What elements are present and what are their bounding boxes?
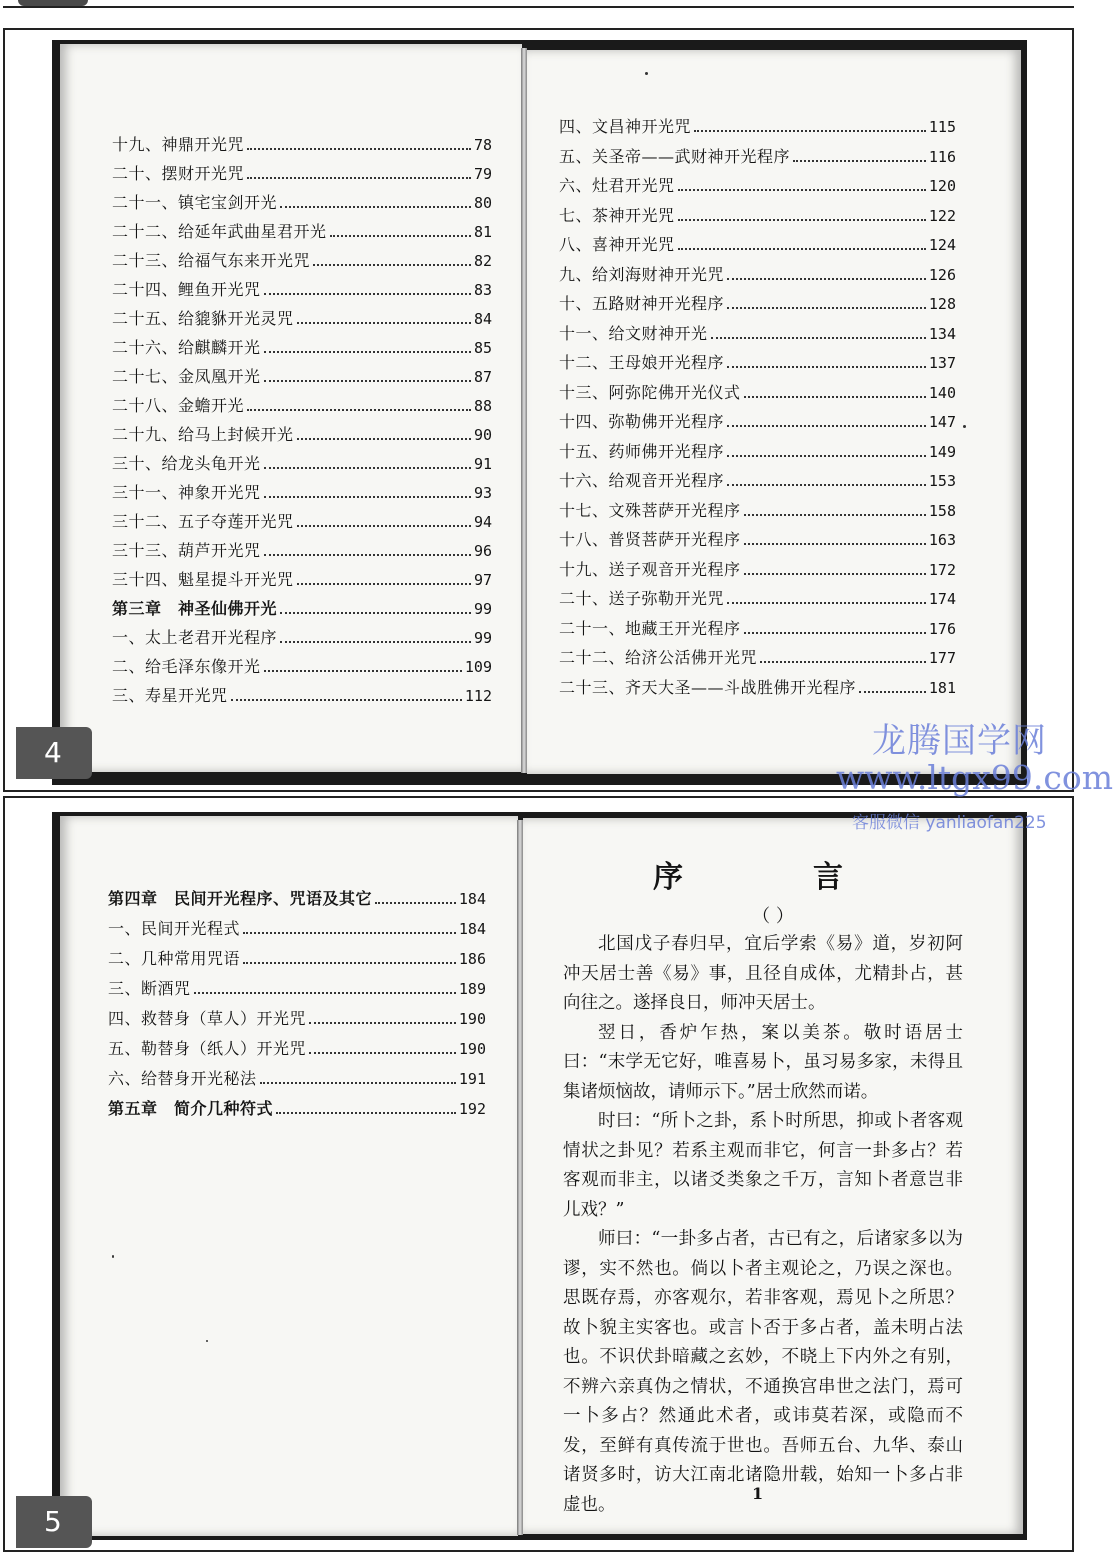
toc-leader-dots: [330, 235, 471, 237]
toc-entry-page: 122: [928, 206, 956, 225]
toc-entry: [559, 435, 956, 461]
toc-entry: [559, 258, 956, 284]
toc-entry-page: 163: [928, 531, 956, 549]
toc-entry-title: 三十四、魁星提斗开光咒: [112, 570, 294, 589]
toc-entry-page: 88: [473, 397, 492, 415]
toc-entry-title: 二十九、给马上封候开光: [112, 425, 294, 444]
toc-leader-dots: [264, 380, 471, 382]
toc-leader-dots: [231, 699, 462, 701]
toc-entry-title: 第五章 简介几种符式: [108, 1099, 274, 1118]
toc-leader-dots: [264, 554, 471, 556]
toc-entry-title: 一、民间开光程式: [108, 919, 241, 938]
toc-entry-title: 十四、弥勒佛开光程序: [559, 412, 725, 431]
page-number-badge[interactable]: 4: [16, 727, 92, 779]
previous-page-edge: [0, 0, 1080, 22]
toc-entry-title: 四、文昌神开光咒: [559, 117, 692, 136]
toc-entry-page: 172: [928, 560, 956, 579]
toc-entry-title: 二、几种常用咒语: [108, 949, 241, 968]
toc-entry: [559, 671, 956, 697]
toc-entry: [112, 273, 492, 299]
toc-entry-title: 二十七、金凤凰开光: [112, 367, 261, 386]
toc-entry-title: 十六、给观音开光程序: [559, 471, 725, 490]
toc-leader-dots: [309, 1052, 456, 1054]
toc-entry-title: 十九、送子观音开光程序: [559, 559, 741, 579]
toc-entry-page: 80: [473, 194, 492, 212]
toc-leader-dots: [678, 248, 926, 250]
toc-leader-dots: [711, 337, 926, 339]
toc-entry: [112, 418, 492, 444]
toc-entry-page: 124: [928, 236, 956, 254]
toc-leader-dots: [678, 189, 926, 191]
toc-chapter-entry: [108, 882, 486, 908]
preface-page-number: 1: [752, 1484, 764, 1503]
toc-entry: [559, 553, 956, 579]
toc-entry-page: 147: [928, 413, 956, 431]
toc-entry-title: 三十二、五子夺莲开光咒: [112, 512, 294, 531]
toc-entry: [559, 199, 956, 225]
toc-entry-page: 191: [458, 1070, 486, 1088]
toc-entry: [559, 405, 956, 431]
toc-entry: [108, 1002, 486, 1028]
toc-entry: [559, 582, 956, 608]
toc-entry: [559, 376, 956, 402]
toc-entry-title: 九、给刘海财神开光咒: [559, 264, 725, 284]
toc-entry: [559, 494, 956, 520]
toc-leader-dots: [309, 1022, 456, 1024]
toc-entry-title: 第三章 神圣仙佛开光: [112, 599, 278, 618]
toc-leader-dots: [744, 543, 926, 545]
toc-entry: [559, 287, 956, 313]
toc-entry-title: 二十四、鲤鱼开光咒: [112, 280, 261, 299]
toc-entry-page: 140: [928, 383, 956, 402]
toc-entry-page: 184: [458, 890, 486, 908]
toc-leader-dots: [243, 932, 456, 934]
scan-speck: [206, 1340, 208, 1342]
toc-entry-page: 84: [473, 310, 492, 328]
toc-leader-dots: [744, 573, 926, 575]
toc-entry-page: 176: [928, 619, 956, 638]
toc-entry-page: 134: [928, 324, 956, 343]
toc-leader-dots: [727, 278, 926, 280]
toc-leader-dots: [264, 293, 471, 295]
toc-leader-dots: [264, 467, 471, 469]
toc-leader-dots: [760, 661, 926, 663]
toc-entry-title: 六、灶君开光咒: [559, 176, 675, 195]
toc-leader-dots: [247, 148, 471, 150]
toc-entry-page: 174: [928, 590, 956, 608]
watermark-contact: 客服微信 yanliaofan225: [852, 813, 1047, 833]
scan-speck: [963, 425, 966, 428]
toc-entry-title: 五、勒替身（纸人）开光咒: [108, 1039, 307, 1058]
toc-entry-title: 三十三、葫芦开光咒: [112, 541, 261, 560]
toc-entry: [112, 679, 492, 705]
toc-leader-dots: [297, 322, 471, 324]
toc-entry-page: 189: [458, 980, 486, 998]
toc-entry: [112, 534, 492, 560]
right-page-4: [527, 50, 1021, 774]
toc-entry: [112, 505, 492, 531]
toc-leader-dots: [859, 691, 926, 693]
toc-entry-title: 一、太上老君开光程序: [112, 628, 278, 647]
toc-entry-title: 十七、文殊菩萨开光程序: [559, 500, 741, 520]
toc-entry: [112, 389, 492, 415]
toc-entry-page: 190: [458, 1040, 486, 1058]
toc-entry-page: 177: [928, 649, 956, 667]
toc-entry-title: 七、茶神开光咒: [559, 205, 675, 225]
toc-leader-dots: [727, 602, 926, 604]
toc-leader-dots: [247, 409, 471, 411]
toc-entry-title: 二十一、地藏王开光程序: [559, 618, 741, 638]
toc-leader-dots: [313, 264, 471, 266]
toc-leader-dots: [793, 160, 926, 162]
toc-entry: [559, 228, 956, 254]
toc-entry-page: 83: [473, 281, 492, 299]
toc-entry: [559, 110, 956, 136]
scan-speck: [112, 1255, 114, 1258]
preface-paragraph: 师曰：“一卦多占者，古已有之，后诸家多以为谬，实不然也。倘以卜者主观论之，乃误之深也。思既存焉，亦客观尔，若非客观，焉见卜之所思？故卜貌主实客也。或言卜否于多占者，盖未明占法也。不识伏卦暗藏之玄妙，不晓上下内外之有别，不辨六亲真伪之情状，不通换宫串世之法门，焉可一卜多占？然通此术者，或讳莫若深，或隐而不发，至鲜有真传流于世也。吾师五台、九华、泰山诸贤多时，访大江南北诸隐卅载，始知一卜多占非虚也。: [563, 1229, 963, 1515]
toc-leader-dots: [194, 992, 456, 994]
page-number-badge[interactable]: 5: [16, 1496, 92, 1548]
toc-entry: [559, 612, 956, 638]
toc-entry-page: 90: [473, 426, 492, 444]
toc-leader-dots: [280, 206, 471, 208]
toc-entry: [112, 331, 492, 357]
toc-entry-page: 91: [473, 455, 492, 473]
toc-entry: [112, 447, 492, 473]
toc-entry: [559, 464, 956, 490]
toc-entry-title: 二十、摆财开光咒: [112, 164, 245, 183]
toc-entry-title: 四、救替身（草人）开光咒: [108, 1009, 307, 1028]
toc-entry: [108, 972, 486, 998]
toc-entry-page: 126: [928, 265, 956, 284]
toc-leader-dots: [280, 612, 471, 614]
toc-leader-dots: [297, 438, 471, 440]
toc-entry-title: 十、五路财神开光程序: [559, 294, 725, 313]
toc-entry-page: 186: [458, 950, 486, 968]
preface-paragraph: 翌日，香炉乍热，案以美茶。敬时语居士曰：“末学无它好，唯喜易卜，虽习易多家，未得且集诸烦恼故，请师示下。”居士欣然而诺。: [563, 1022, 963, 1102]
toc-entry-title: 第四章 民间开光程序、咒语及其它: [108, 889, 373, 908]
toc-entry-page: 85: [473, 339, 492, 357]
toc-leader-dots: [264, 351, 471, 353]
toc-entry: [112, 650, 492, 676]
toc-entry-title: 二十三、齐天大圣——斗战胜佛开光程序: [559, 677, 857, 697]
toc-leader-dots: [727, 307, 926, 309]
toc-entry-page: 87: [473, 368, 492, 386]
toc-leader-dots: [727, 366, 926, 368]
toc-entry-page: 153: [928, 472, 956, 490]
toc-entry: [112, 186, 492, 212]
preface-body: [563, 930, 963, 1520]
toc-entry-title: 三、寿星开光咒: [112, 686, 228, 705]
toc-leader-dots: [727, 455, 926, 457]
scan-speck: [645, 72, 648, 75]
toc-leader-dots: [694, 130, 926, 132]
toc-entry-page: 93: [473, 484, 492, 502]
toc-entry: [559, 317, 956, 343]
toc-entry-title: 二、给毛泽东像开光: [112, 657, 261, 676]
toc-leader-dots: [727, 484, 926, 486]
toc-entry-page: 94: [473, 513, 492, 531]
toc-entry-title: 二十二、给济公活佛开光咒: [559, 648, 758, 667]
toc-entry-title: 六、给替身开光秘法: [108, 1069, 257, 1088]
toc-chapter-entry: [108, 1092, 486, 1118]
toc-leader-dots: [744, 632, 926, 634]
toc-entry-title: 八、喜神开光咒: [559, 235, 675, 254]
toc-entry-page: 79: [473, 165, 492, 183]
toc-entry-page: 109: [464, 658, 492, 676]
toc-leader-dots: [264, 670, 462, 672]
left-page-5: [60, 816, 518, 1536]
toc-entry: [108, 1032, 486, 1058]
toc-entry-page: 128: [928, 295, 956, 313]
toc-leader-dots: [744, 514, 926, 516]
toc-entry: [559, 346, 956, 372]
toc-entry: [112, 157, 492, 183]
toc-entry-title: 五、关圣帝——武财神开光程序: [559, 146, 791, 166]
toc-leader-dots: [297, 525, 471, 527]
toc-entry-title: 二十一、镇宅宝剑开光: [112, 193, 278, 212]
toc-entry-title: 二十六、给麒麟开光: [112, 338, 261, 357]
preface-section-label: （ ）: [752, 906, 794, 927]
toc-entry-page: 112: [464, 687, 492, 705]
toc-leader-dots: [727, 425, 926, 427]
toc-entry: [559, 523, 956, 549]
toc-entry-title: 三十一、神象开光咒: [112, 483, 261, 502]
preface-title: 序 言: [653, 860, 893, 895]
toc-entry-page: 96: [473, 542, 492, 560]
toc-entry-page: 120: [928, 177, 956, 195]
toc-entry-page: 184: [458, 920, 486, 938]
toc-entry: [112, 563, 492, 589]
left-page-4: [60, 44, 522, 772]
toc-entry-title: 十三、阿弥陀佛开光仪式: [559, 382, 741, 402]
toc-entry-title: 二十八、金蟾开光: [112, 396, 245, 415]
toc-leader-dots: [276, 1112, 456, 1114]
toc-entry: [112, 302, 492, 328]
toc-entry-page: 149: [928, 442, 956, 461]
toc-entry: [559, 140, 956, 166]
toc-entry-page: 82: [473, 252, 492, 270]
preface-paragraph: 北国戊子春归早，宜后学索《易》道，岁初阿冲天居士善《易》事，且径自成体，尤精卦占，甚向往之。遂择良日，师冲天居士。: [563, 934, 963, 1013]
toc-entry-page: 81: [473, 223, 492, 241]
toc-entry-title: 三、断酒咒: [108, 979, 191, 998]
toc-leader-dots: [247, 177, 471, 179]
toc-entry: [112, 215, 492, 241]
toc-entry: [108, 912, 486, 938]
toc-entry-page: 116: [928, 147, 956, 166]
toc-leader-dots: [243, 962, 456, 964]
toc-entry-title: 十八、普贤菩萨开光程序: [559, 530, 741, 549]
toc-leader-dots: [375, 902, 456, 904]
toc-entry: [108, 1062, 486, 1088]
preface-paragraph: 时曰：“所卜之卦，系卜时所思，抑或卜者客观情状之卦见？若系主观而非它，何言一卦多占？若客观而非主，以诸爻类象之千万，言知卜者意岂非儿戏？”: [563, 1111, 963, 1220]
toc-entry-title: 二十二、给延年武曲星君开光: [112, 222, 327, 241]
toc-chapter-entry: [112, 592, 492, 618]
watermark-site-name: 龙腾国学网: [872, 721, 1047, 761]
toc-leader-dots: [260, 1082, 456, 1084]
toc-entry-page: 190: [458, 1010, 486, 1028]
toc-entry-page: 78: [473, 136, 492, 154]
toc-entry: [112, 360, 492, 386]
toc-entry-page: 158: [928, 501, 956, 520]
toc-leader-dots: [280, 641, 471, 643]
toc-entry: [559, 169, 956, 195]
toc-entry-page: 99: [473, 600, 492, 618]
toc-entry: [112, 244, 492, 270]
toc-entry: [559, 641, 956, 667]
toc-entry-title: 十二、王母娘开光程序: [559, 353, 725, 372]
toc-entry-page: 97: [473, 571, 492, 589]
toc-entry-page: 192: [458, 1100, 486, 1118]
toc-entry-title: 十五、药师佛开光程序: [559, 441, 725, 461]
toc-entry-title: 二十、送子弥勒开光咒: [559, 589, 725, 608]
toc-leader-dots: [297, 583, 471, 585]
toc-entry-page: 99: [473, 629, 492, 647]
watermark-url: www.ltgx99.com: [836, 758, 1113, 797]
toc-entry-title: 十九、神鼎开光咒: [112, 135, 245, 154]
toc-entry: [112, 128, 492, 154]
toc-entry-page: 181: [928, 678, 956, 697]
toc-entry-title: 二十五、给貔貅开光灵咒: [112, 309, 294, 328]
toc-leader-dots: [678, 219, 926, 221]
toc-entry-title: 二十三、给福气东来开光咒: [112, 251, 311, 270]
divider: [3, 6, 1074, 8]
toc-entry: [112, 476, 492, 502]
toc-entry-title: 三十、给龙头龟开光: [112, 454, 261, 473]
toc-entry: [112, 621, 492, 647]
toc-entry-page: 115: [928, 118, 956, 136]
toc-entry-title: 十一、给文财神开光: [559, 323, 708, 343]
toc-leader-dots: [264, 496, 471, 498]
toc-entry: [108, 942, 486, 968]
toc-leader-dots: [744, 396, 926, 398]
toc-entry-page: 137: [928, 354, 956, 372]
